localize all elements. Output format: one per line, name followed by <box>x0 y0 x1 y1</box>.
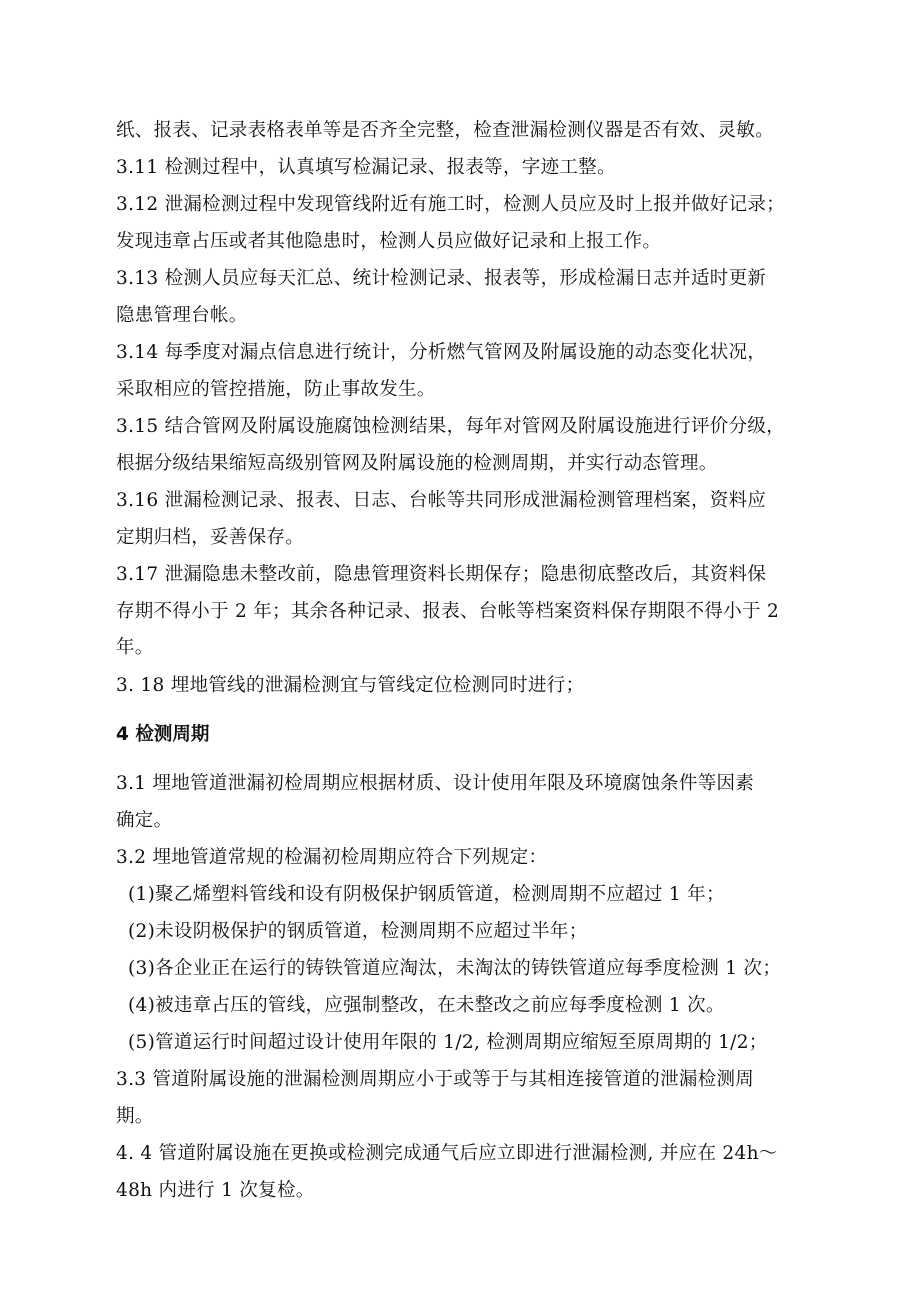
text-line: 确定。 <box>116 809 173 831</box>
text-line: 3. 18 埋地管线的泄漏检测宜与管线定位检测同时进行； <box>116 675 585 696</box>
text-line: 3.17 泄漏隐患未整改前，隐患管理资料长期保存；隐患彻底整改后，其资料保 <box>116 564 767 585</box>
text-line: 3.15 结合管网及附属设施腐蚀检测结果，每年对管网及附属设施进行评价分级， <box>116 416 785 437</box>
paragraph-4-4 <box>116 1136 806 1209</box>
paragraph-3-12 <box>116 187 806 260</box>
text-line: 隐患管理台帐。 <box>116 304 248 326</box>
paragraph-3-13 <box>116 261 806 334</box>
list-item-text: (5)管道运行时间超过设计使用年限的 1/2, 检测周期应缩短至原周期的 1/2； <box>128 1032 768 1053</box>
paragraph-3-16 <box>116 483 806 556</box>
paragraph-3-3 <box>116 1062 806 1135</box>
text-line: 年。 <box>116 637 154 659</box>
text-line: 3.12 泄漏检测过程中发现管线附近有施工时，检测人员应及时上报并做好记录； <box>116 194 785 215</box>
text-line: 3.16 泄漏检测记录、报表、日志、台帐等共同形成泄漏检测管理档案，资料应 <box>116 490 767 511</box>
paragraph-3-14 <box>116 335 806 408</box>
text-line: 3.14 每季度对漏点信息进行统计，分析燃气管网及附属设施的动态变化状况， <box>116 342 767 363</box>
list-item-text: (1)聚乙烯塑料管线和设有阴极保护钢质管道，检测周期不应超过 1 年； <box>128 884 725 905</box>
text-line: 3.2 埋地管道常规的检漏初检周期应符合下列规定： <box>116 847 548 868</box>
paragraph-3-1 <box>116 766 806 839</box>
list-item <box>128 877 818 914</box>
text-line: 3.11 检测过程中，认真填写检漏记录、报表等，字迹工整。 <box>116 157 616 178</box>
list-item <box>128 914 818 951</box>
section-heading: 4 检测周期 <box>116 724 210 745</box>
text-line: 4. 4 管道附属设施在更换或检测完成通气后应立即进行泄漏检测, 并应在 24h～ <box>116 1143 778 1164</box>
text-line: 存期不得小于 2 年；其余各种记录、报表、台帐等档案资料保存期限不得小于 2 <box>116 600 780 622</box>
text-line: 根据分级结果缩短高级别管网及附属设施的检测周期，并实行动态管理。 <box>116 452 718 474</box>
paragraph-3-2 <box>116 840 806 877</box>
paragraph-3-18 <box>116 668 806 705</box>
paragraph-3-15 <box>116 409 806 482</box>
list-item-text: (3)各企业正在运行的铸铁管道应淘汰，未淘汰的铸铁管道应每季度检测 1 次； <box>128 958 782 979</box>
list-item <box>128 1025 818 1062</box>
text-line: 发现违章占压或者其他隐患时，检测人员应做好记录和上报工作。 <box>116 230 662 252</box>
text-line: 48h 内进行 1 次复检。 <box>116 1179 315 1201</box>
text-line: 3.3 管道附属设施的泄漏检测周期应小于或等于与其相连接管道的泄漏检测周 <box>116 1069 755 1090</box>
paragraph-3-17 <box>116 557 806 667</box>
paragraph-continuation <box>116 113 806 150</box>
text-line: 3.13 检测人员应每天汇总、统计检测记录、报表等，形成检漏日志并适时更新 <box>116 268 767 289</box>
list-item <box>128 951 818 988</box>
text-line: 3.1 埋地管道泄漏初检周期应根据材质、设计使用年限及环境腐蚀条件等因素 <box>116 773 755 794</box>
paragraph-3-11 <box>116 150 806 187</box>
text-line: 采取相应的管控措施，防止事故发生。 <box>116 378 436 400</box>
text-line: 期。 <box>116 1105 154 1127</box>
text-line: 定期归档，妥善保存。 <box>116 526 305 548</box>
list-item-text: (4)被违章占压的管线，应强制整改，在未整改之前应每季度检测 1 次。 <box>128 995 725 1016</box>
text-line: 纸、报表、记录表格表单等是否齐全完整，检查泄漏检测仪器是否有效、灵敏。 <box>116 120 775 141</box>
list-item <box>128 988 818 1025</box>
list-item-text: (2)未设阴极保护的钢质管道，检测周期不应超过半年； <box>128 921 588 942</box>
